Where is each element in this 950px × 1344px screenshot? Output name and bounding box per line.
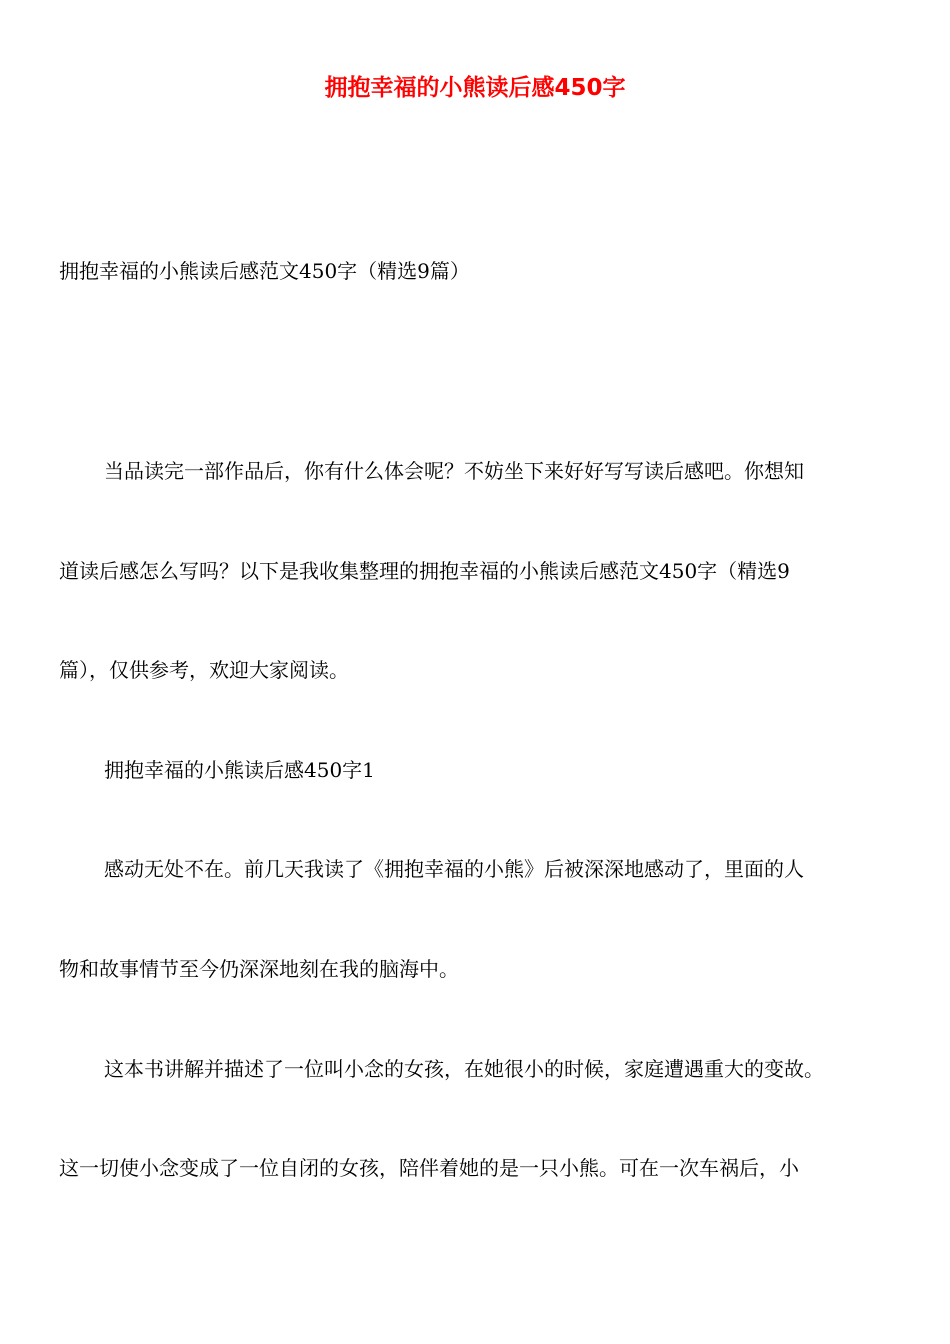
para1-line-1: 感动无处不在。前几天我读了《拥抱幸福的小熊》后被深深地感动了，里面的人	[104, 857, 804, 881]
document-subtitle: 拥抱幸福的小熊读后感范文450字（精选9篇）	[59, 259, 470, 283]
para1-line-2: 物和故事情节至今仍深深地刻在我的脑海中。	[59, 957, 459, 981]
intro-line-1: 当品读完一部作品后，你有什么体会呢？不妨坐下来好好写写读后感吧。你想知	[104, 459, 804, 483]
intro-line-3: 篇），仅供参考，欢迎大家阅读。	[59, 658, 349, 682]
document-title: 拥抱幸福的小熊读后感450字	[324, 75, 626, 101]
section-heading: 拥抱幸福的小熊读后感450字1	[104, 758, 375, 782]
para2-line-1: 这本书讲解并描述了一位叫小念的女孩，在她很小的时候，家庭遭遇重大的变故。	[104, 1057, 824, 1081]
intro-line-2: 道读后感怎么写吗？以下是我收集整理的拥抱幸福的小熊读后感范文450字（精选9	[59, 559, 790, 583]
para2-line-2: 这一切使小念变成了一位自闭的女孩，陪伴着她的是一只小熊。可在一次车祸后，小	[59, 1156, 799, 1180]
